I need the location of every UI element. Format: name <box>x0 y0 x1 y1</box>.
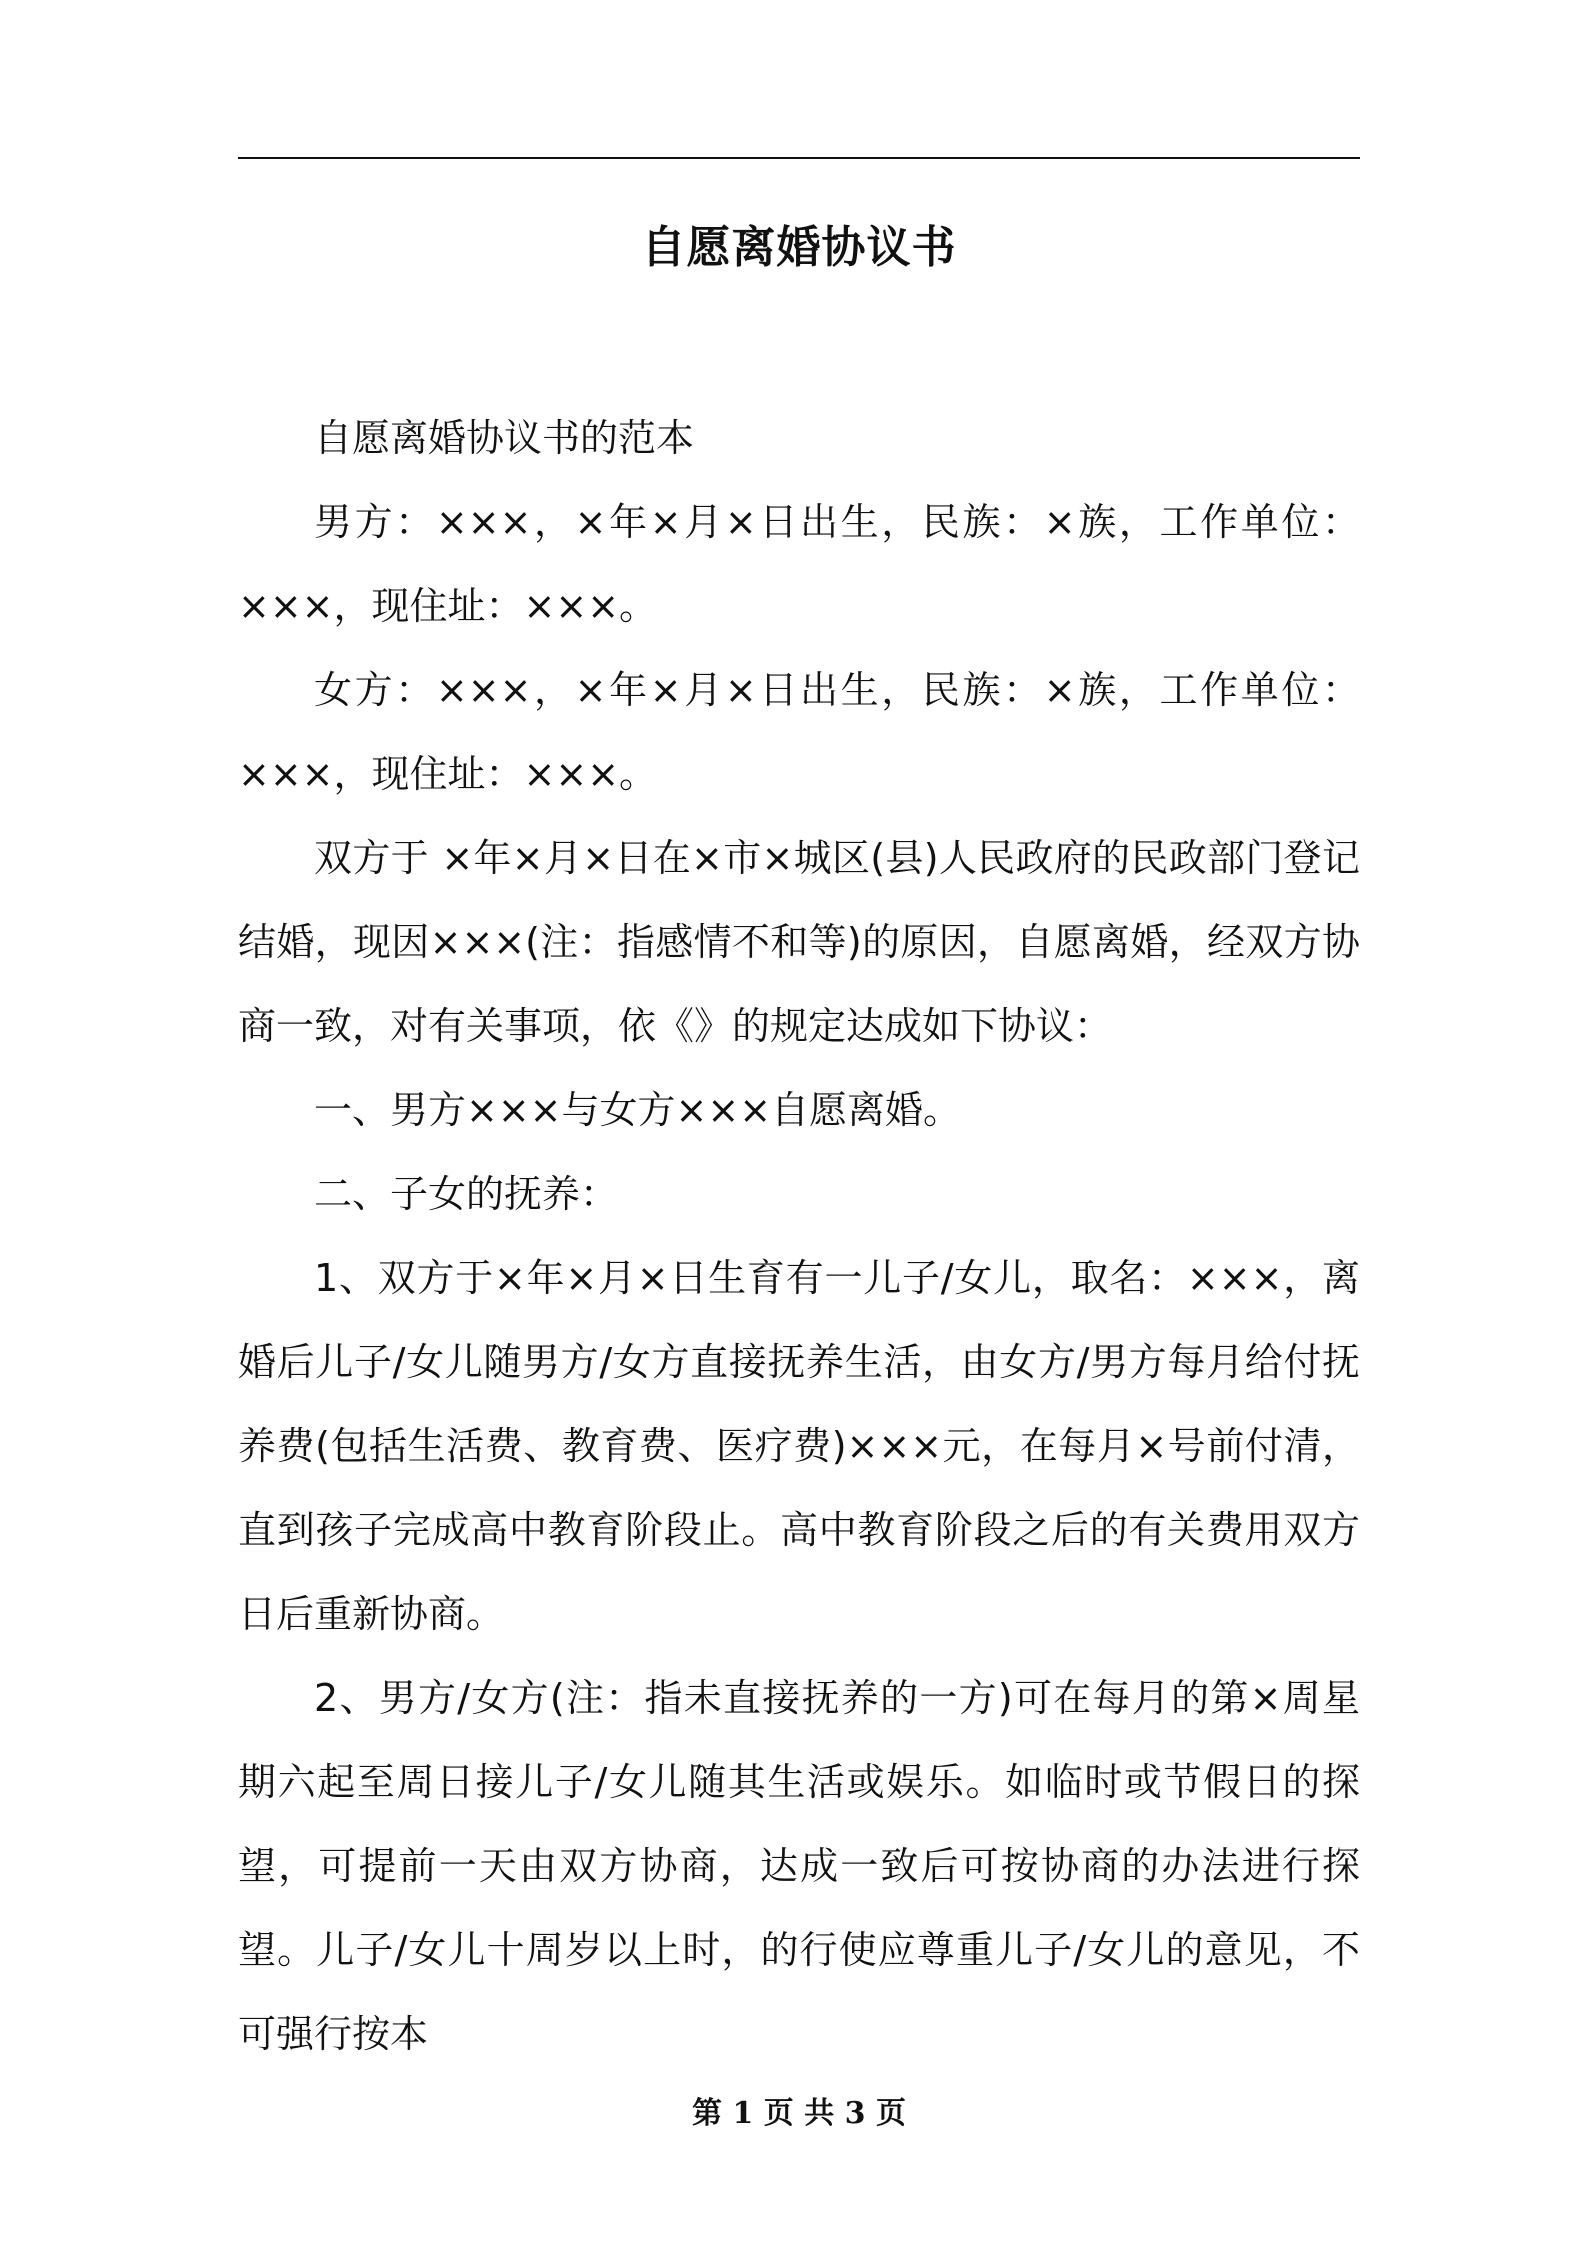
document-body <box>238 396 1360 2076</box>
paragraph-male-party: 男方：×××，×年×月×日出生，民族：×族，工作单位：×××，现住址：×××。 <box>238 500 1360 628</box>
paragraph-female-party: 女方：×××，×年×月×日出生，民族：×族，工作单位：×××，现住址：×××。 <box>238 668 1360 796</box>
paragraph-clause-1: 一、男方×××与女方×××自愿离婚。 <box>314 1088 962 1132</box>
paragraph-child-support: 1、双方于×年×月×日生育有一儿子/女儿，取名：×××，离婚后儿子/女儿随男方/女方直接抚养生活，由女方/男方每月给付抚养费(包括生活费、教育费、医疗费)×××元，在每月×号前付清，直到孩子完成高中教育阶段止。高中教育阶段之后的有关费用双方日后重新协商。 <box>238 1256 1360 1636</box>
header-rule <box>238 157 1360 159</box>
document-title: 自愿离婚协议书 <box>641 222 957 273</box>
paragraph-preamble: 双方于 ×年×月×日在×市×城区(县)人民政府的民政部门登记结婚，现因×××(注：指感情不和等)的原因，自愿离婚，经双方协商一致，对有关事项，依《》的规定达成如下协议： <box>238 836 1360 1048</box>
page-footer: 第 1 页 共 3 页 <box>692 2096 906 2131</box>
paragraph-subtitle: 自愿离婚协议书的范本 <box>314 416 695 460</box>
paragraph-clause-2-heading: 二、子女的抚养： <box>314 1172 619 1216</box>
paragraph-visitation: 2、男方/女方(注：指未直接抚养的一方)可在每月的第×周星期六起至周日接儿子/女儿随其生活或娱乐。如临时或节假日的探望，可提前一天由双方协商，达成一致后可按协商的办法进行探望。儿子/女儿十周岁以上时，的行使应尊重儿子/女儿的意见，不可强行按本 <box>238 1676 1360 2056</box>
